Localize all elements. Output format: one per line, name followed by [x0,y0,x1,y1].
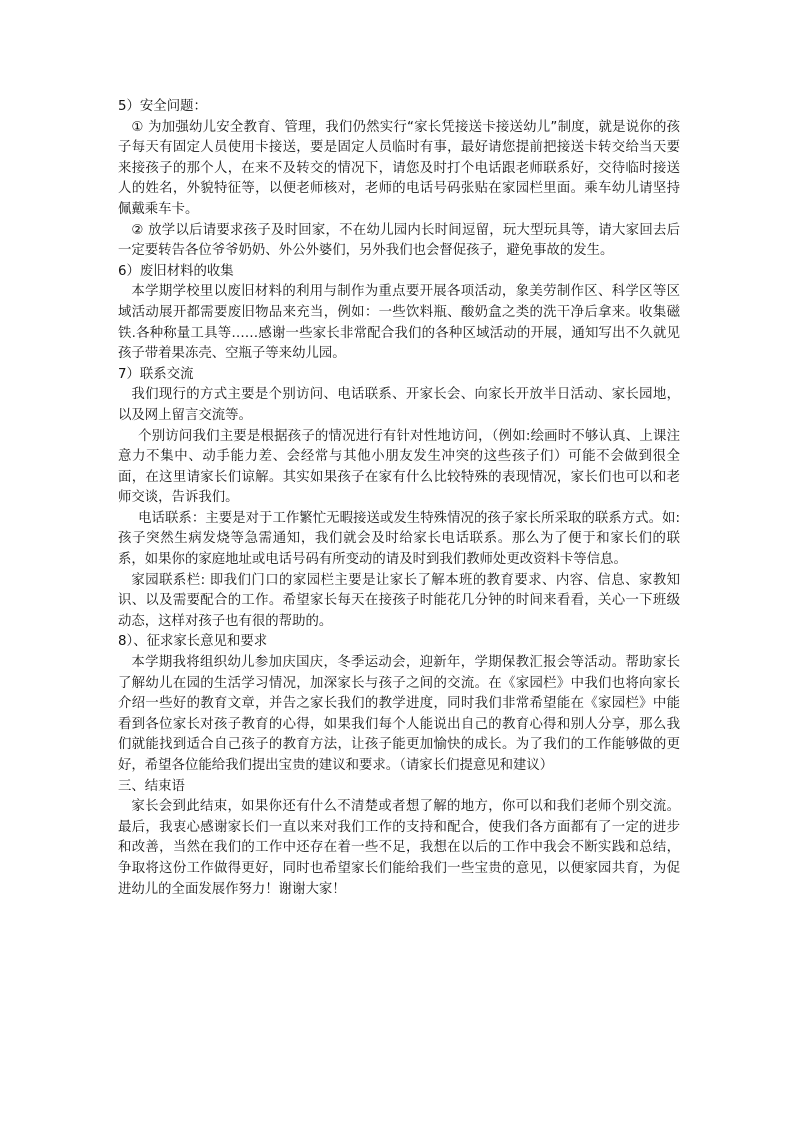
materials-paragraph-1: 本学期学校里以废旧材料的利用与制作为重点要开展各项活动，象美劳制作区、科学区等区域活动展开都需要废旧物品来充当，例如：一些饮料瓶、酸奶盒之类的洗干净后拿来。收集磁铁.各种称量工具等……感谢一些家长非常配合我们的各种区域活动的开展，通知写出不久就见孩子带着果冻壳、空瓶子等来幼儿园。 [118,284,680,362]
section-heading-opinions: 8）、征求家长意见和要求 [118,634,268,650]
document-page [118,97,680,900]
section-heading-contact: 7）联系交流 [118,366,194,382]
section-heading-safety: 5）安全问题： [118,99,207,114]
section-heading-materials: 6）废旧材料的收集 [118,263,234,279]
opinions-paragraph-1: 本学期我将组织幼儿参加庆国庆，冬季运动会，迎新年，学期保教汇报会等活动。帮助家长了解幼儿在园的生活学习情况，加深家长与孩子之间的交流。在《家园栏》中我们也将向家长介绍一些好的教育文章，并告之家长我们的教学进度，同时我们非常希望能在《家园栏》中能看到各位家长对孩子教育的心得，如果我们每个人能说出自己的教育心得和别人分享，那么我们就能找到适合自己孩子的教育方法，让孩子能更加愉快的成长。为了我们的工作能够做的更好，希望各位能给我们提出宝贵的建议和要求。（请家长们提意见和建议） [118,655,680,773]
closing-paragraph-1: 家长会到此结束，如果你还有什么不清楚或者想了解的地方，你可以和我们老师个别交流。最后，我衷心感谢家长们一直以来对我们工作的支持和配合，使我们各方面都有了一定的进步和改善，当然在我们的工作中还存在着一些不足，我想在以后的工作中我会不断实践和总结，争取将这份工作做得更好，同时也希望家长们能给我们一些宝贵的意见，以便家园共育，为促进幼儿的全面发展作努力！谢谢大家！ [118,799,680,897]
safety-paragraph-2: ② 放学以后请要求孩子及时回家，不在幼儿园内长时间逗留，玩大型玩具等，请大家回去后一定要转告各位爷爷奶奶、外公外婆们，另外我们也会督促孩子，避免事故的发生。 [118,222,680,259]
contact-paragraph-3: 电话联系：主要是对于工作繁忙无暇接送或发生特殊情况的孩子家长所采取的联系方式。如: 孩子突然生病发烧等急需通知，我们就会及时给家长电话联系。那么为了便于和家长们的联系，如果你的家庭地址或电话号码有所变动的请及时到我们教师处更改资料卡等信息。 [118,510,680,568]
safety-paragraph-1: ① 为加强幼儿安全教育、管理，我们仍然实行“家长凭接送卡接送幼儿”制度，就是说你的孩子每天有固定人员使用卡接送，要是固定人员临时有事，最好请您提前把接送卡转交给当天要来接孩子的那个人，在来不及转交的情况下，请您及时打个电话跟老师联系好，交待临时接送人的姓名，外貌特征等，以便老师核对，老师的电话号码张贴在家园栏里面。乘车幼儿请坚持佩戴乘车卡。 [118,119,680,217]
contact-paragraph-1: 我们现行的方式主要是个别访问、电话联系、开家长会、向家长开放半日活动、家长园地，以及网上留言交流等。 [118,387,680,423]
contact-paragraph-4: 家园联系栏: 即我们门口的家园栏主要是让家长了解本班的教育要求、内容、信息、家教知识、以及需要配合的工作。希望家长每天在接孩子时能花几分钟的时间来看看，关心一下班级动态，这样对孩子也有很的帮助的。 [118,572,680,629]
section-heading-closing: 三、结束语 [118,778,185,794]
contact-paragraph-2: 个别访问我们主要是根据孩子的情况进行有针对性地访问，（例如:绘画时不够认真、上课注意力不集中、动手能力差、会经常与其他小朋友发生冲突的这些孩子们）可能不会做到很全面，在这里请家长们谅解。其实如果孩子在家有什么比较特殊的表现情况，家长们也可以和老师交谈，告诉我们。 [118,428,680,506]
